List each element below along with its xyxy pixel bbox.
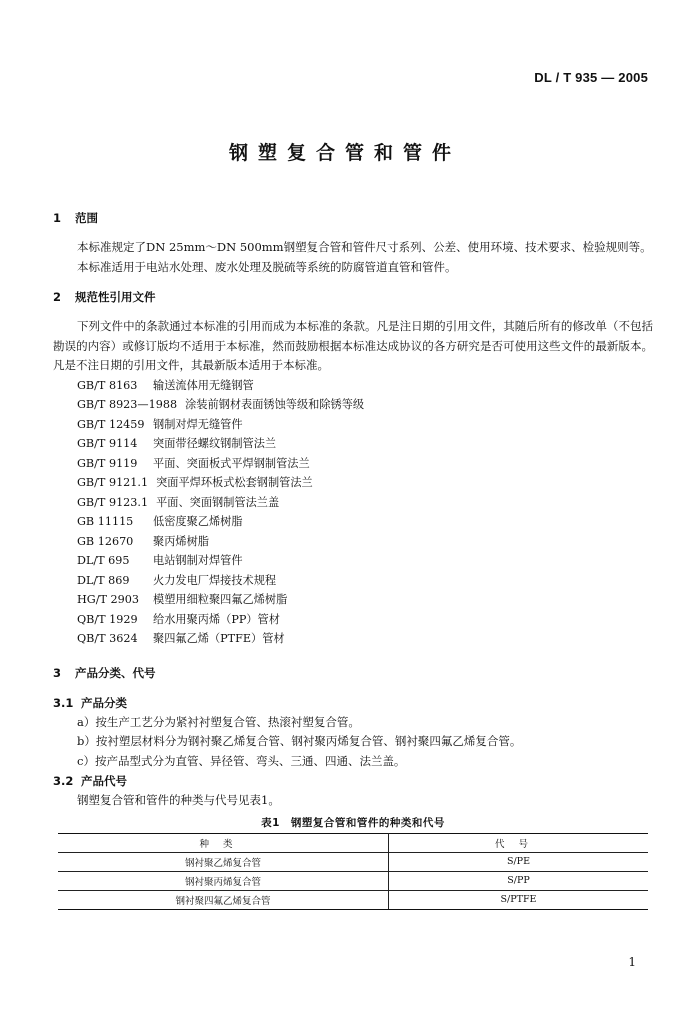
table-cell-code: S/PE xyxy=(389,852,649,871)
reference-code: QB/T 3624 xyxy=(77,632,138,645)
reference-item xyxy=(77,454,653,474)
table-1 xyxy=(58,833,648,910)
reference-item xyxy=(77,376,653,396)
subsection-number: 3.1 xyxy=(53,695,74,710)
reference-item xyxy=(77,395,653,415)
reference-name: 平面、突面板式平焊钢制管法兰 xyxy=(153,456,310,470)
reference-code: GB/T 9114 xyxy=(77,437,138,450)
reference-code: HG/T 2903 xyxy=(77,593,139,606)
table-cell-type: 钢衬聚丙烯复合管 xyxy=(58,871,389,890)
classification-item-c: c）按产品型式分为直管、异径管、弯头、三通、四通、法兰盖。 xyxy=(77,753,406,768)
reference-code: GB/T 12459 xyxy=(77,417,145,431)
reference-name: 平面、突面钢制管法兰盖 xyxy=(156,495,280,509)
section-number: 3 xyxy=(53,665,62,680)
reference-code: GB 11115 xyxy=(77,515,134,528)
reference-item xyxy=(77,512,653,532)
reference-code: DL/T 869 xyxy=(77,573,130,587)
document-title: 钢塑复合管和管件 xyxy=(228,142,461,164)
reference-item xyxy=(77,532,653,552)
reference-code: DL/T 695 xyxy=(77,554,130,567)
table-header-code: 代号 xyxy=(389,833,649,852)
reference-item xyxy=(77,571,653,591)
reference-name: 聚四氟乙烯（PTFE）管材 xyxy=(153,632,285,645)
reference-code: GB/T 9121.1 xyxy=(77,476,149,489)
table-header-row xyxy=(58,833,648,852)
page-number: 1 xyxy=(628,955,636,969)
reference-code: GB/T 8163 xyxy=(77,378,138,392)
reference-item xyxy=(77,551,653,571)
table-row xyxy=(58,890,648,909)
section-title: 规范性引用文件 xyxy=(75,290,156,304)
reference-code: GB/T 9123.1 xyxy=(77,495,149,509)
section-2-heading xyxy=(53,287,653,307)
table-cell-code: S/PTFE xyxy=(389,890,649,909)
reference-code: GB 12670 xyxy=(77,534,134,548)
reference-name: 突面带径螺纹钢制管法兰 xyxy=(153,437,277,450)
classification-item-b: b）按衬塑层材料分为钢衬聚乙烯复合管、钢衬聚丙烯复合管、钢衬聚四氟乙烯复合管。 xyxy=(77,734,522,748)
subsection-3-2-text: 钢塑复合管和管件的种类与代号见表1。 xyxy=(77,793,280,807)
table-cell-type: 钢衬聚四氟乙烯复合管 xyxy=(58,890,389,909)
section-2-intro: 下列文件中的条款通过本标准的引用而成为本标准的条款。凡是注日期的引用文件，其随后所有的修改单（不包括勘误的内容）或修订版均不适用于本标准，然而鼓励根据本标准达成协议的各方研究是否可使用这些文件的最新版本。凡是不注日期的引用文件，其最新版本适用于本标准。 xyxy=(53,319,653,372)
reference-item xyxy=(77,415,653,435)
section-title: 产品分类、代号 xyxy=(75,665,156,680)
reference-name: 电站钢制对焊管件 xyxy=(153,554,243,567)
reference-list xyxy=(53,376,653,649)
reference-name: 给水用聚丙烯（PP）管材 xyxy=(153,612,280,626)
subsection-3-2-heading xyxy=(53,771,653,791)
subsection-number: 3.2 xyxy=(53,774,74,788)
section-number: 1 xyxy=(53,211,62,225)
table-cell-code: S/PP xyxy=(389,871,649,890)
standard-code: DL / T 935 — 2005 xyxy=(534,70,648,85)
section-1-heading xyxy=(53,208,653,228)
section-1-paragraph-1: 本标准规定了DN 25mm～DN 500mm钢塑复合管和管件尺寸系列、公差、使用环境、技术要求、检验规则等。 xyxy=(77,240,652,254)
reference-name: 火力发电厂焊接技术规程 xyxy=(153,573,277,587)
reference-name: 低密度聚乙烯树脂 xyxy=(153,515,243,528)
reference-code: GB/T 8923—1988 xyxy=(77,398,178,411)
subsection-title: 产品代号 xyxy=(81,774,127,788)
reference-name: 聚丙烯树脂 xyxy=(153,534,209,548)
section-number: 2 xyxy=(53,290,62,304)
reference-item xyxy=(77,434,653,454)
reference-item xyxy=(77,590,653,610)
reference-name: 模塑用细粒聚四氟乙烯树脂 xyxy=(153,593,288,606)
table-cell-type: 钢衬聚乙烯复合管 xyxy=(58,852,389,871)
table-1-caption: 表1 钢塑复合管和管件的种类和代号 xyxy=(261,816,445,829)
document-body xyxy=(53,208,653,910)
reference-name: 涂装前钢材表面锈蚀等级和除锈等级 xyxy=(185,398,365,411)
reference-item xyxy=(77,610,653,630)
reference-code: QB/T 1929 xyxy=(77,612,138,626)
reference-name: 突面平焊环板式松套钢制管法兰 xyxy=(156,476,313,489)
reference-item xyxy=(77,493,653,513)
subsection-3-1-heading xyxy=(53,693,653,713)
table-header-type: 种类 xyxy=(58,833,389,852)
reference-code: GB/T 9119 xyxy=(77,456,138,470)
reference-name: 输送流体用无缝钢管 xyxy=(153,378,254,392)
classification-item-a: a）按生产工艺分为紧衬衬塑复合管、热滚衬塑复合管。 xyxy=(77,714,360,729)
section-title: 范围 xyxy=(75,211,98,225)
reference-item xyxy=(77,629,653,649)
reference-name: 钢制对焊无缝管件 xyxy=(153,417,243,431)
reference-item xyxy=(77,473,653,493)
table-row xyxy=(58,871,648,890)
subsection-title: 产品分类 xyxy=(81,695,127,710)
table-row xyxy=(58,852,648,871)
section-1-paragraph-2: 本标准适用于电站水处理、废水处理及脱硫等系统的防腐管道直管和管件。 xyxy=(77,259,457,274)
section-3-heading xyxy=(53,663,653,683)
